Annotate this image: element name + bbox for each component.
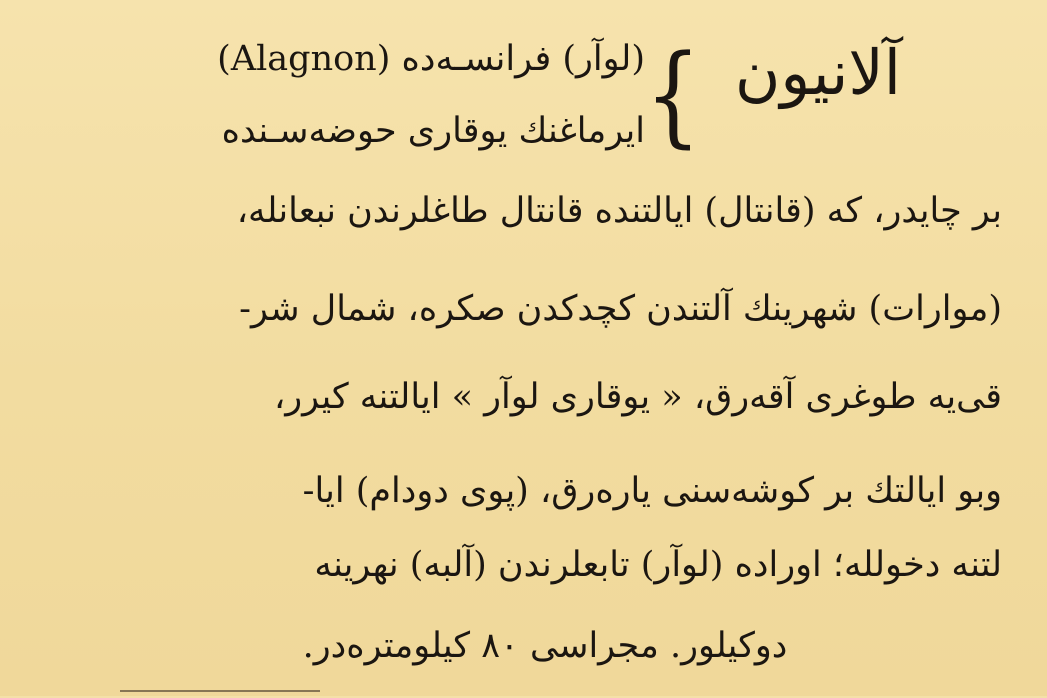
- gloss-line-1: (لوآر) فرانسـه‌ده (Alagnon): [217, 39, 645, 79]
- body-line-3: قی‌یه طوغری آقه‌رق، « یوقاری لوآر » ایالتنه كیرر،: [273, 377, 1002, 417]
- headword: آلانیون: [734, 36, 901, 109]
- curly-brace-icon: {: [645, 30, 701, 159]
- body-line-6: دوكیلور. مجراسی ۸۰ كیلومتره‌در.: [302, 626, 788, 666]
- next-entry-fragment: [120, 690, 320, 698]
- body-line-2: (موارات) شهرینك آلتندن كچدكدن صكره، شمال شر-: [239, 289, 1002, 329]
- body-line-1: بر چایدر، که (قانتال) ایالتنده قانتال طاغلرندن نبعانله،: [236, 191, 1002, 231]
- body-line-5: لتنه دخولله؛ اوراده (لوآر) تابعلرندن (آلبه) نهرینه: [314, 545, 1002, 585]
- body-line-4: وبو ایالتك بر كوشه‌سنی یاره‌رق، (پوی دودام) ایا-: [302, 471, 1002, 511]
- gloss-line-2: ایرماغنك یوقاری حوضه‌سـنده: [221, 111, 645, 151]
